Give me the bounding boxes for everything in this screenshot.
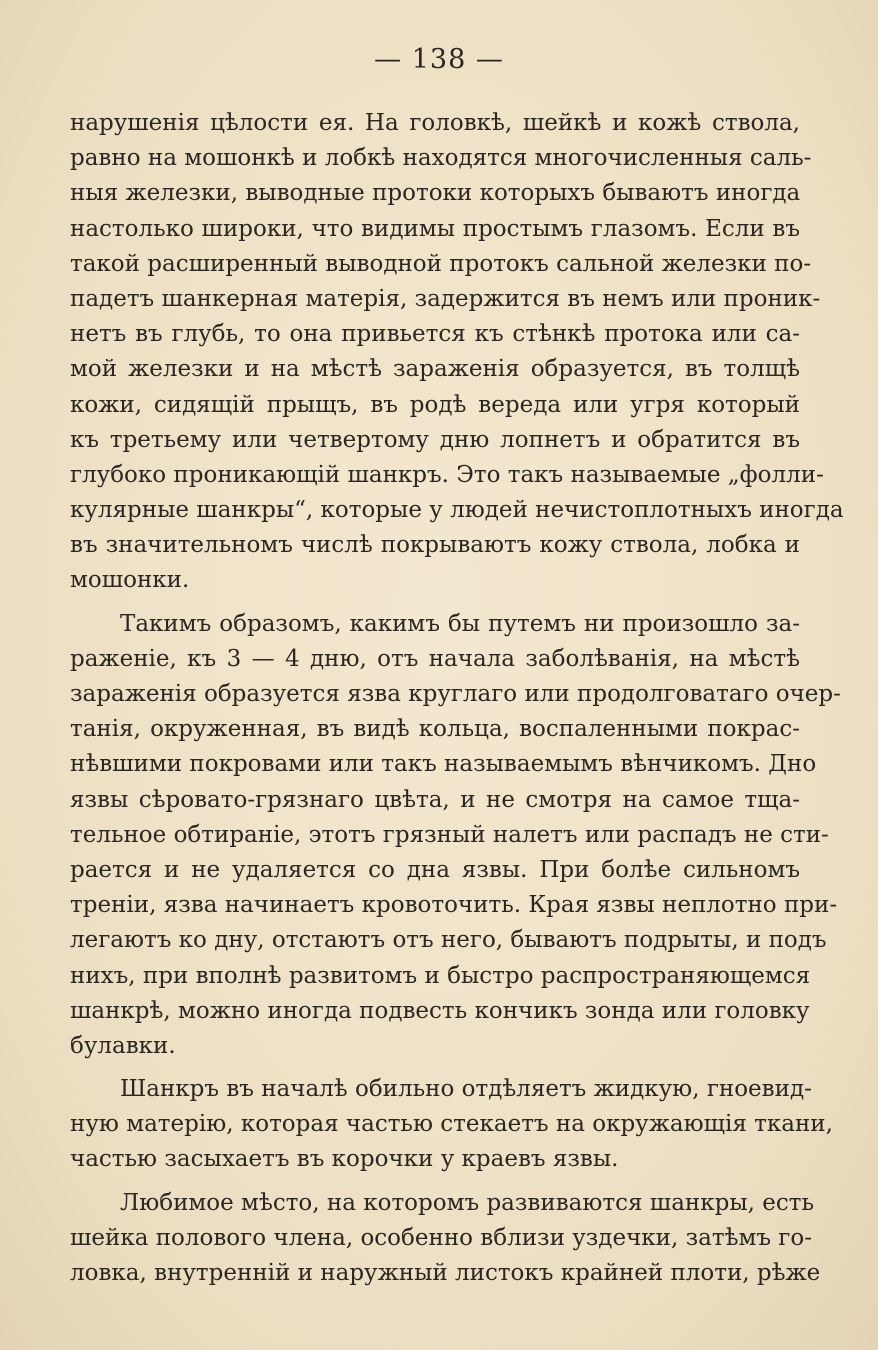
text-line: зараженія образуется язва круглаго или продолговатаго очер- bbox=[70, 681, 841, 707]
text-line: нарушенія цѣлости ея. На головкѣ, шейкѣ и кожѣ ствола, bbox=[70, 110, 800, 136]
text-line: ловка, внутренній и наружный листокъ крайней плоти, рѣже bbox=[70, 1260, 821, 1286]
text-line: Такимъ образомъ, какимъ бы путемъ ни произошло за- bbox=[120, 610, 800, 637]
paragraph-3 bbox=[70, 1072, 833, 1178]
page-number: — 138 — bbox=[374, 44, 504, 75]
paragraph-gap bbox=[70, 599, 800, 607]
text-line: въ значительномъ числѣ покрываютъ кожу ствола, лобка и bbox=[70, 532, 800, 559]
text-line: танія, окруженная, въ видѣ кольца, воспаленными покрас- bbox=[70, 716, 800, 743]
paragraph-4 bbox=[70, 1186, 821, 1292]
text-line: шанкрѣ, можно иногда подвесть кончикъ зонда или головку bbox=[70, 997, 810, 1024]
paragraph-1 bbox=[70, 106, 844, 599]
text-line: глубоко проникающій шанкръ. Это такъ называемые „фолли- bbox=[70, 461, 824, 488]
text-line: ныя железки, выводные протоки которыхъ бываютъ иногда bbox=[70, 180, 801, 207]
paragraph-gap bbox=[70, 1178, 800, 1186]
text-line: ную матерію, которая частью стекаетъ на окружающія ткани, bbox=[70, 1111, 833, 1138]
paragraph-2 bbox=[70, 607, 841, 1064]
text-line: такой расширенный выводной протокъ сальной железки по- bbox=[70, 250, 812, 277]
text-line: нѣвшими покровами или такъ называемымъ вѣнчикомъ. Дно bbox=[70, 751, 817, 778]
text-line: Любимое мѣсто, на которомъ развиваются шанкры, есть bbox=[120, 1189, 814, 1216]
text-line: мошонки. bbox=[70, 567, 190, 594]
text-line: легаютъ ко дну, отстаютъ отъ него, бываютъ подрыты, и подъ bbox=[70, 927, 827, 954]
text-line: раженіе, къ 3 — 4 дню, отъ начала заболѣванія, на мѣстѣ bbox=[70, 645, 800, 672]
text-line: настолько широки, что видимы простымъ глазомъ. Если въ bbox=[70, 215, 800, 242]
text-line: рается и не удаляется со дна язвы. При болѣе сильномъ bbox=[70, 856, 800, 883]
text-line: нетъ въ глубь, то она привьется къ стѣнкѣ протока или са- bbox=[70, 321, 800, 348]
text-line: частью засыхаетъ въ корочки у краевъ язвы. bbox=[70, 1146, 619, 1173]
text-line: равно на мошонкѣ и лобкѣ находятся многочисленныя саль- bbox=[70, 145, 812, 172]
text-line: треніи, язва начинаетъ кровоточить. Края язвы неплотно при- bbox=[70, 892, 838, 919]
text-line: тельное обтираніе, этотъ грязный налетъ или распадъ не сти- bbox=[70, 821, 829, 848]
paragraph-gap bbox=[70, 1064, 800, 1072]
text-line: кожи, сидящій прыщъ, въ родѣ вереда или угря который bbox=[70, 391, 800, 418]
text-line: язвы сѣровато-грязнаго цвѣта, и не смотря на самое тща- bbox=[70, 786, 800, 813]
text-line: кулярные шанкры“, которые у людей нечистоплотныхъ иногда bbox=[70, 497, 844, 524]
text-line: мой железки и на мѣстѣ зараженія образуется, въ толщѣ bbox=[70, 356, 800, 383]
text-line: нихъ, при вполнѣ развитомъ и быстро распространяющемся bbox=[70, 962, 811, 989]
text-line: шейка полового члена, особенно вблизи уздечки, затѣмъ го- bbox=[70, 1224, 812, 1251]
text-line: падетъ шанкерная матерія, задержится въ немъ или проник- bbox=[70, 285, 821, 312]
body-text bbox=[70, 106, 844, 1291]
text-line: Шанкръ въ началѣ обильно отдѣляетъ жидкую, гноевид- bbox=[120, 1076, 812, 1103]
text-line: къ третьему или четвертому дню лопнетъ и обратится въ bbox=[70, 426, 800, 453]
text-line: булавки. bbox=[70, 1032, 176, 1059]
